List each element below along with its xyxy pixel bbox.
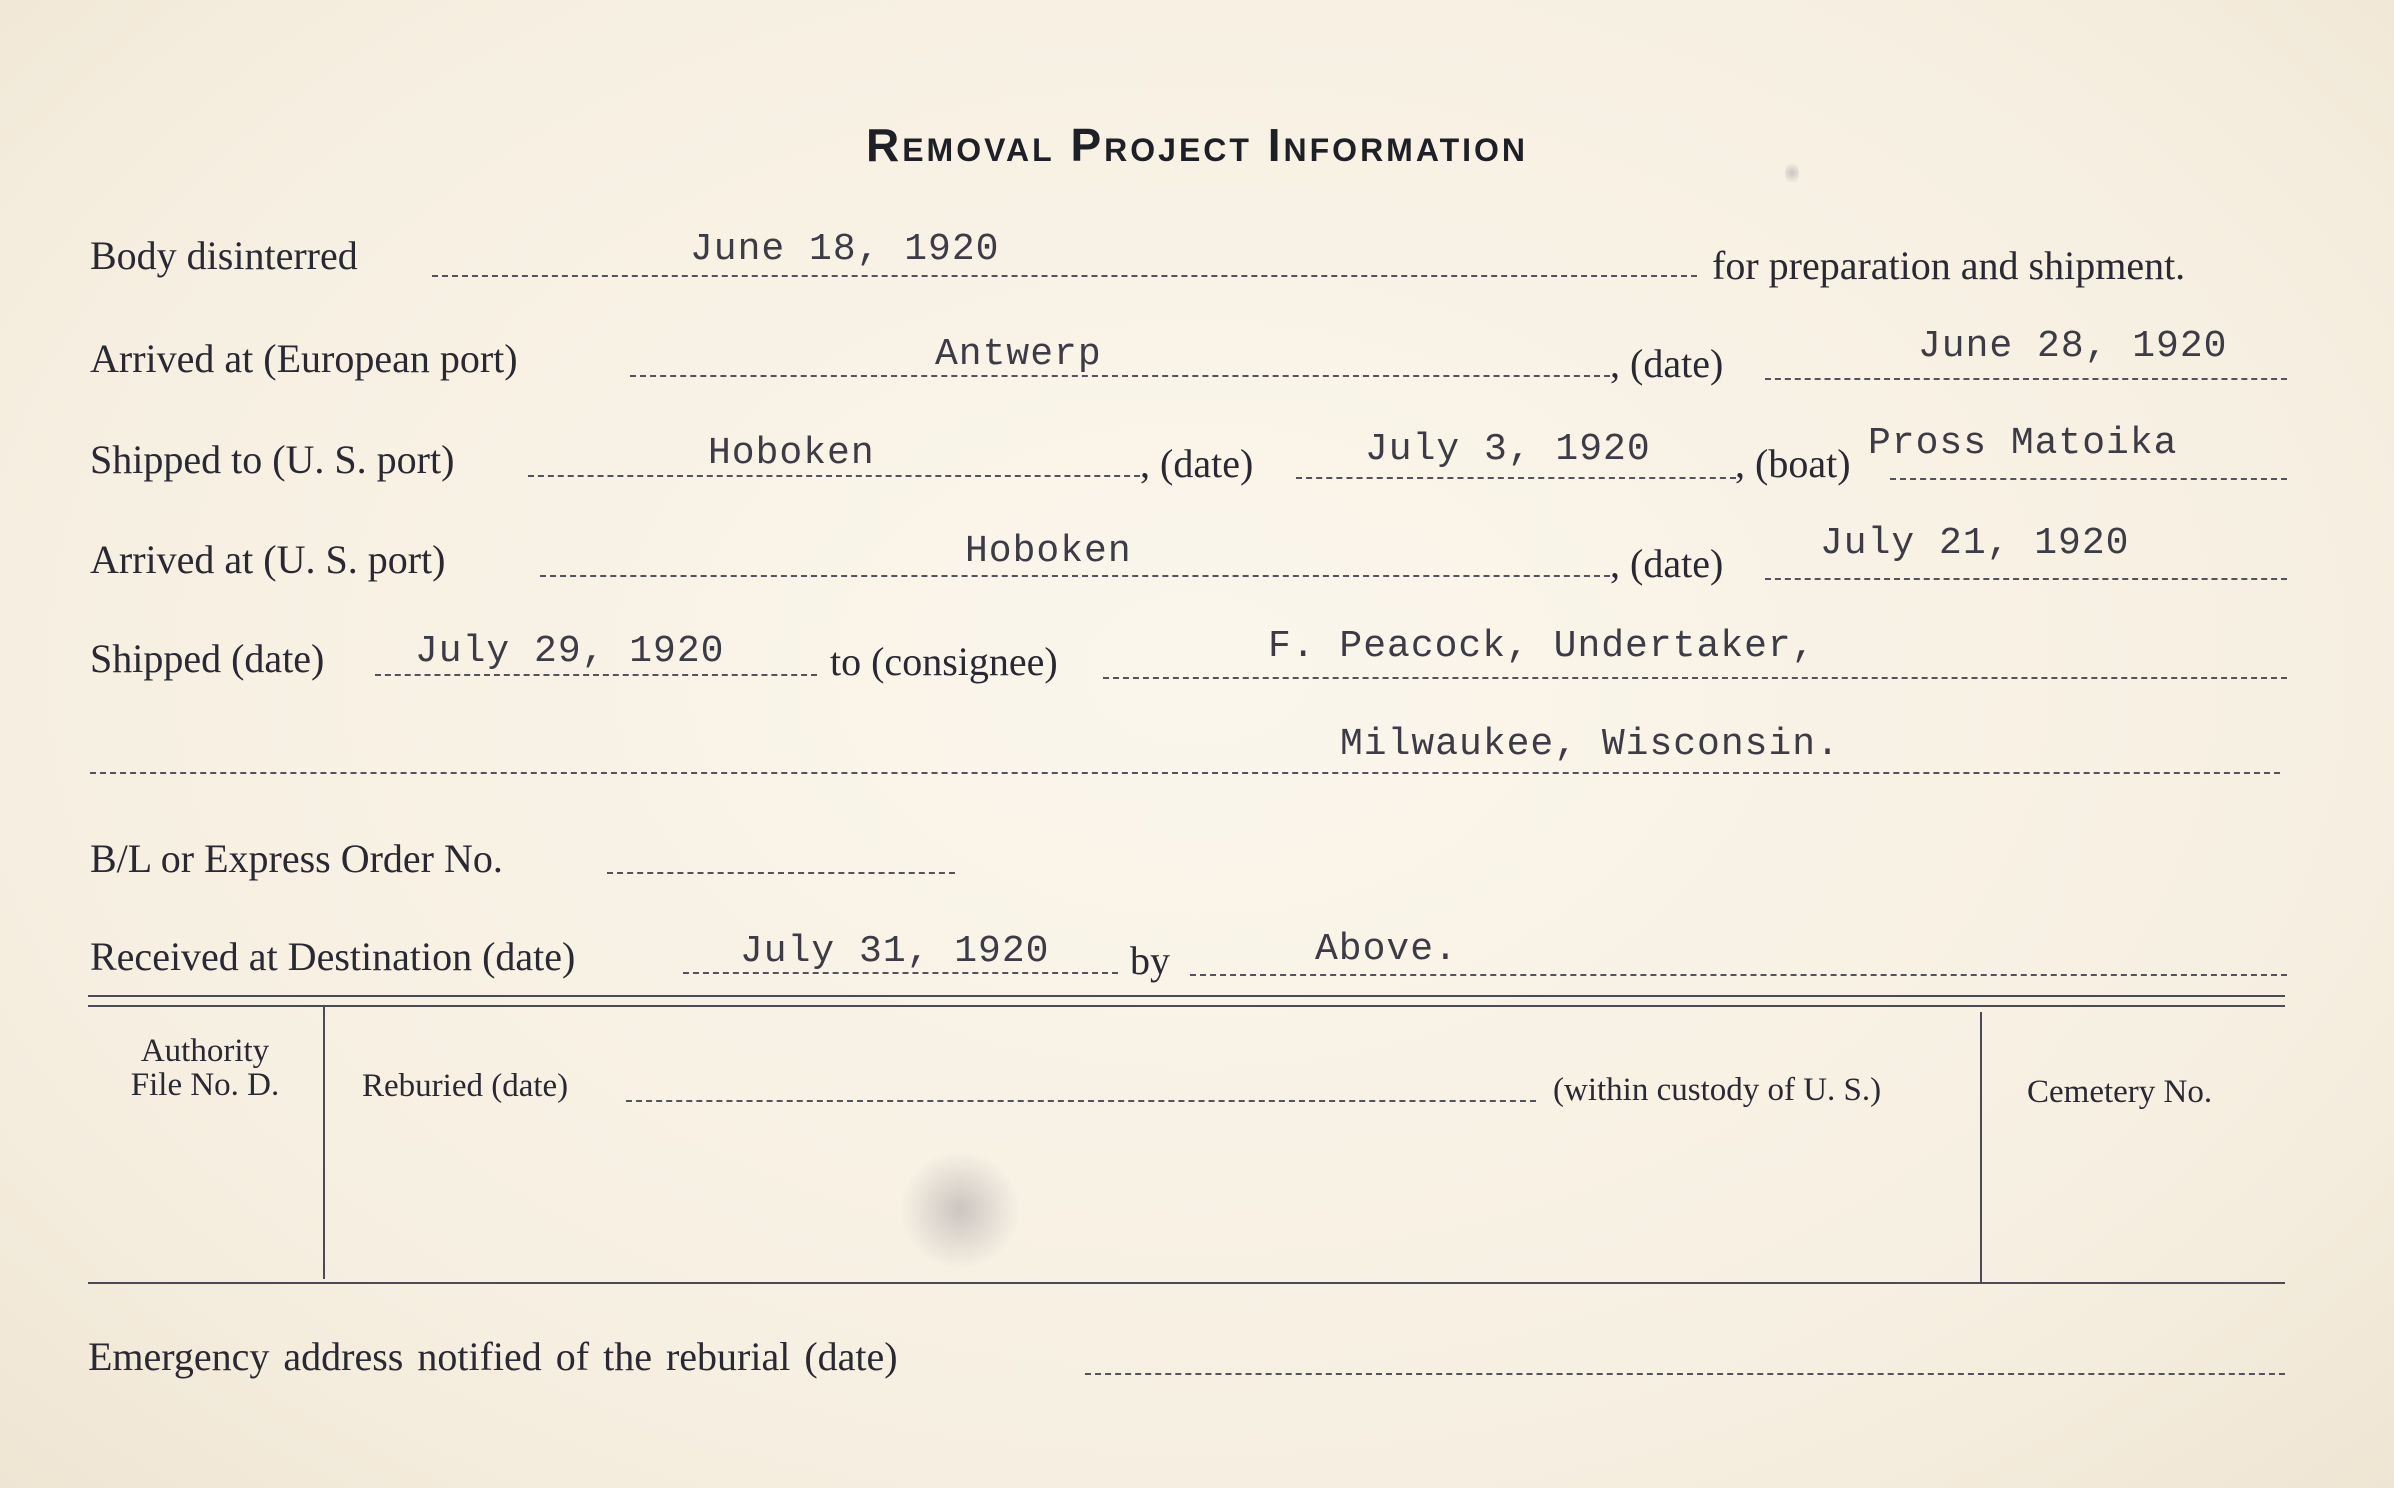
reburied-line	[626, 1100, 1536, 1102]
consignee-label: to (consignee)	[830, 639, 1058, 684]
arrived-us-port-line	[540, 575, 1610, 577]
shipped-us-date-line	[1296, 477, 1736, 479]
received-date: July 31, 1920	[740, 930, 1050, 973]
disinterred-suffix: for preparation and shipment.	[1712, 243, 2186, 288]
card-title: Removal Project Information	[865, 119, 1529, 171]
arrived-europe-label: Arrived at (European port)	[90, 336, 518, 381]
shipped-date-line	[375, 674, 817, 676]
disinterred-label: Body disinterred	[90, 233, 358, 278]
shipped-date-label: Shipped (date)	[90, 636, 325, 681]
received-label: Received at Destination (date)	[90, 934, 576, 979]
arrived-us-date-label: , (date)	[1610, 541, 1724, 586]
authority-label-line1: Authority	[140, 1033, 270, 1069]
shipped-us-boat-label: , (boat)	[1735, 441, 1851, 486]
arrived-us-date-line	[1765, 578, 2287, 580]
arrived-europe-date: June 28, 1920	[1918, 325, 2228, 368]
bl-label: B/L or Express Order No.	[90, 836, 503, 881]
arrived-us-date: July 21, 1920	[1820, 522, 2130, 565]
box-divider-right	[1980, 1012, 1982, 1284]
emergency-label: Emergency address notified of the reburial (date)	[88, 1334, 898, 1379]
shipped-us-date-label: , (date)	[1140, 441, 1254, 486]
shipped-date: July 29, 1920	[415, 630, 725, 673]
arrived-europe-port-line	[630, 375, 1610, 377]
shipped-us-port: Hoboken	[708, 432, 875, 475]
arrived-europe-port: Antwerp	[935, 333, 1102, 376]
received-by: Above.	[1315, 928, 1458, 971]
arrived-us-label: Arrived at (U. S. port)	[90, 537, 446, 582]
received-by-label: by	[1130, 938, 1170, 983]
arrived-europe-date-label: , (date)	[1610, 341, 1724, 386]
shipped-us-port-line	[528, 475, 1140, 477]
disinterred-line	[432, 275, 1697, 277]
ink-speck	[1785, 160, 1799, 186]
consignee-address: Milwaukee, Wisconsin.	[1340, 723, 1840, 766]
bl-line	[607, 872, 955, 874]
authority-label	[92, 1034, 318, 1102]
disinterred-date: June 18, 1920	[690, 228, 1000, 271]
reburied-label: Reburied (date)	[362, 1068, 569, 1104]
shipped-us-label: Shipped to (U. S. port)	[90, 437, 455, 482]
shipped-us-boat-line	[1890, 478, 2287, 480]
arrived-us-port: Hoboken	[965, 530, 1132, 573]
cemetery-label: Cemetery No.	[2027, 1074, 2213, 1110]
shipped-us-date: July 3, 1920	[1365, 428, 1651, 471]
emergency-line	[1085, 1373, 2285, 1375]
consignee-name: F. Peacock, Undertaker,	[1268, 625, 1816, 668]
authority-label-line2: File No. D.	[130, 1067, 280, 1103]
box-top-rule-2	[88, 1005, 2285, 1007]
custody-label: (within custody of U. S.)	[1553, 1072, 1882, 1108]
received-by-line	[1190, 974, 2287, 976]
box-divider-left	[323, 1007, 325, 1279]
box-bottom-rule	[88, 1282, 2285, 1284]
consignee-line-2	[90, 772, 2280, 774]
consignee-line	[1103, 677, 2287, 679]
ink-smudge	[900, 1150, 1020, 1270]
shipped-us-boat: Pross Matoika	[1868, 422, 2178, 465]
arrived-europe-date-line	[1765, 378, 2287, 380]
box-top-rule-1	[88, 995, 2285, 997]
